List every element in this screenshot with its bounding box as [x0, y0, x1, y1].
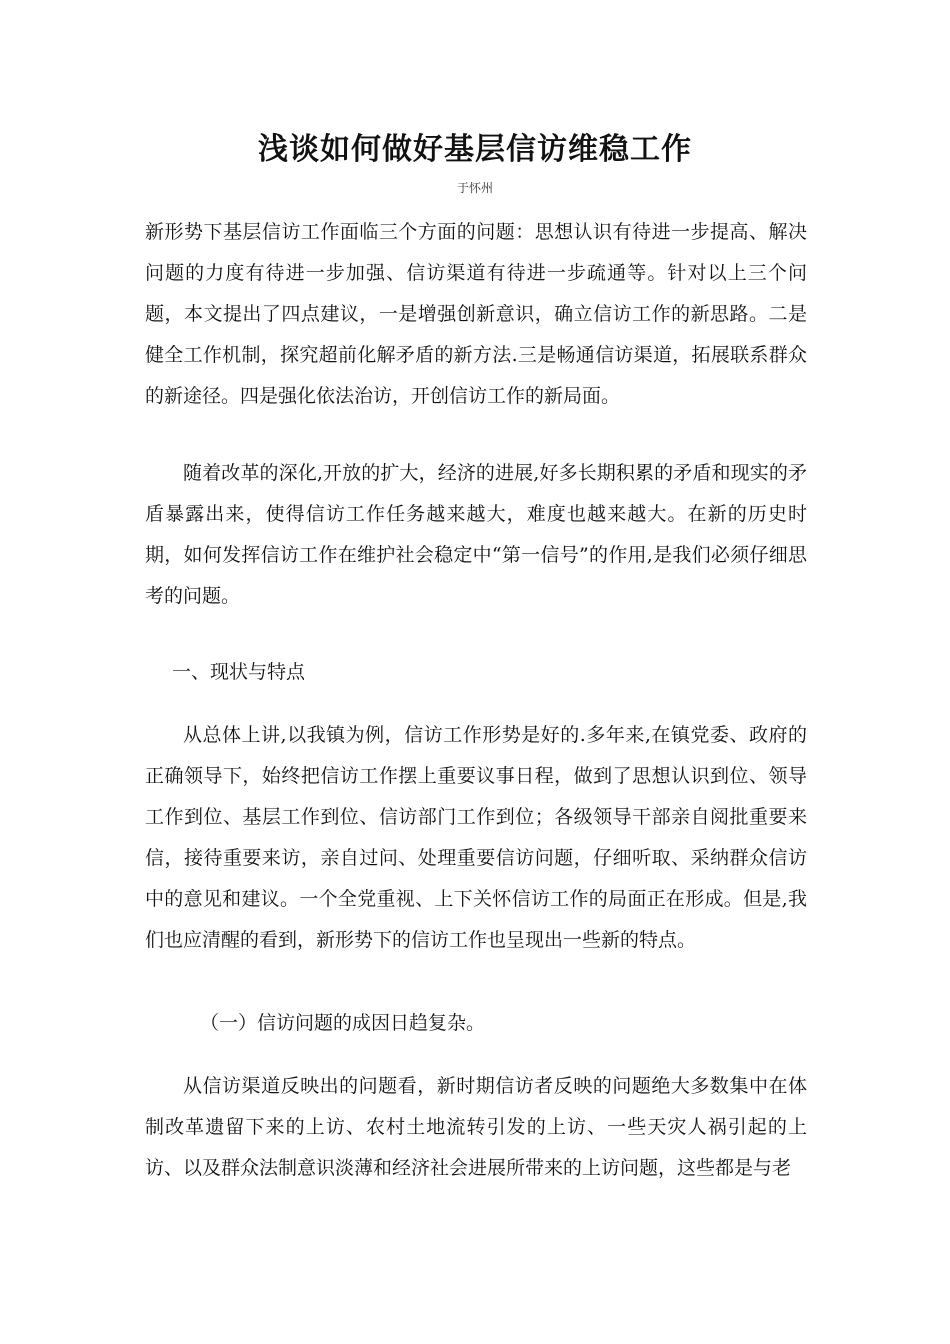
overview-paragraph: 从总体上讲,以我镇为例，信访工作形势是好的.多年来,在镇党委、政府的正确领导下，始终把信访工作摆上重要议事日程，做到了思想认识到位、领导工作到位、基层工作到位、信访部门工作到位；各级领导干部亲自阅批重要来信，接待重要来访，亲自过问、处理重要信访问题，仔细听取、采纳群众信访中的意见和建议。一个全党重视、上下关怀信访工作的局面正在形成。但是,我们也应清醒的看到，新形势下的信访工作也呈现出一些新的特点。 [145, 724, 807, 951]
document-title: 浅谈如何做好基层信访维稳工作 [258, 132, 692, 167]
section-heading: 一、现状与特点 [172, 661, 306, 683]
intro-paragraph: 随着改革的深化,开放的扩大，经济的进展,好多长期积累的矛盾和现实的矛盾暴露出来，使得信访工作任务越来越大，难度也越来越大。在新的历史时期，如何发挥信访工作在维护社会稳定中“第一信号”的作用,是我们必须仔细思考的问题。 [145, 462, 807, 607]
subsection-heading: （一）信访问题的成因日趋复杂。 [200, 1012, 486, 1034]
document-author: 于怀州 [456, 181, 493, 195]
abstract-paragraph: 新形势下基层信访工作面临三个方面的问题：思想认识有待进一步提高、解决问题的力度有待进一步加强、信访渠道有待进一步疏通等。针对以上三个问题，本文提出了四点建议，一是增强创新意识，确立信访工作的新思路。二是健全工作机制，探究超前化解矛盾的新方法.三是畅通信访渠道，拓展联系群众的新途径。四是强化依法治访，开创信访工作的新局面。 [145, 221, 807, 407]
complex-causes-paragraph: 从信访渠道反映出的问题看，新时期信访者反映的问题绝大多数集中在体制改革遗留下来的上访、农村土地流转引发的上访、一些天灾人祸引起的上访、以及群众法制意识淡薄和经济社会进展所带来的上访问题，这些都是与老 [145, 1075, 807, 1179]
